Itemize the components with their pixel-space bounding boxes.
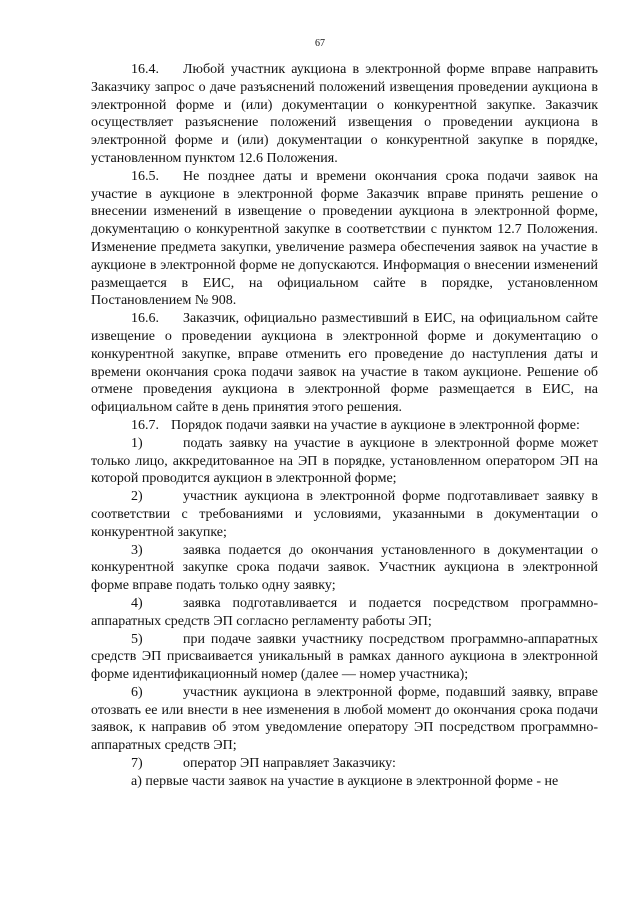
section-text: Порядок подачи заявки на участие в аукционе в электронной форме: <box>171 417 580 433</box>
section-number: 16.7. <box>131 417 159 433</box>
list-marker: 5) <box>131 631 143 647</box>
list-text: при подаче заявки участнику посредством программно-аппаратных средств ЭП присваивается уникальный в рамках данного аукциона в электронной форме идентификационный номер (далее — номер участника); <box>91 631 598 683</box>
list-item-7 <box>91 755 598 773</box>
sub-item-a: а) первые части заявок на участие в аукционе в электронной форме - не <box>131 773 559 789</box>
section-number: 16.5. <box>131 168 159 184</box>
document-body <box>91 61 598 791</box>
list-item-5 <box>91 631 598 684</box>
list-item-6 <box>91 684 598 755</box>
list-marker: 4) <box>131 595 143 611</box>
list-text: участник аукциона в электронной форме подготавливает заявку в соответствии с требованиями и условиями, указанными в документации о конкурентной закупке; <box>91 489 598 540</box>
list-text: оператор ЭП направляет Заказчику: <box>183 756 396 772</box>
section-16-7 <box>91 417 598 435</box>
section-16-4 <box>91 61 598 168</box>
list-item-4 <box>91 595 598 631</box>
list-marker: 7) <box>131 756 143 772</box>
list-text: участник аукциона в электронной форме, подавший заявку, вправе отозвать ее или внести в нее изменения в любой момент до окончания срока подачи заявок, к направив об этом уведомление оператору ЭП посредством программно-аппаратных средств ЭП; <box>91 684 598 754</box>
list-text: подать заявку на участие в аукционе в электронной форме может только лицо, аккредитованное на ЭП в порядке, установленном оператором ЭП на которой проводится аукцион в электронной форме; <box>91 435 598 487</box>
section-text: Заказчик, официально разместивший в ЕИС, на официальном сайте извещение о проведении аукциона в электронной форме и документацию о конкурентной закупке, вправе отменить его проведение до наступления даты и времени окончания срока подачи заявок на участие в таком аукционе. Решение об отмене проведения аукциона в электронной форме размещается в ЕИС, на официальном сайте в день принятия этого решения. <box>91 311 598 416</box>
section-number: 16.6. <box>131 311 159 327</box>
list-item-1 <box>91 435 598 488</box>
section-text: Не позднее даты и времени окончания срока подачи заявок на участие в аукционе в электронной форме Заказчик вправе принять решение о внесении изменений в извещение о проведении аукциона в электронной форме, документацию о конкурентной закупке в соответствии с пунктом 12.7 Положения. Изменение предмета закупки, увеличение размера обеспечения заявок на участие в аукционе в электронной форме не допускаются. Информация о внесении изменений размещается в ЕИС, на официальном сайте в порядке, установленном Постановлением № 908. <box>91 168 598 309</box>
page-number: 67 <box>315 38 325 49</box>
list-marker: 3) <box>131 542 143 558</box>
list-marker: 6) <box>131 684 143 700</box>
list-marker: 2) <box>131 489 143 505</box>
list-item-2 <box>91 488 598 541</box>
list-item-3 <box>91 542 598 595</box>
section-number: 16.4. <box>131 62 159 77</box>
section-16-6 <box>91 310 598 417</box>
list-text: заявка подготавливается и подается посредством программно-аппаратных средств ЭП согласно регламенту работы ЭП; <box>91 595 598 629</box>
section-16-5 <box>91 168 598 310</box>
list-text: заявка подается до окончания установленного в документации о конкурентной закупке срока подачи заявок. Участник аукциона в электронной форме вправе подать только одну заявку; <box>91 542 598 594</box>
section-text: Любой участник аукциона в электронной форме вправе направить Заказчику запрос о даче разъяснений положений извещения проведении аукциона в электронной форме и (или) документации о конкурентной закупке. Заказчик осуществляет разъяснение положений извещения о проведении аукциона в электронной форме и (или) документации о конкурентной закупке в порядке, установленном пунктом 12.6 Положения. <box>91 62 598 166</box>
list-marker: 1) <box>131 435 143 451</box>
